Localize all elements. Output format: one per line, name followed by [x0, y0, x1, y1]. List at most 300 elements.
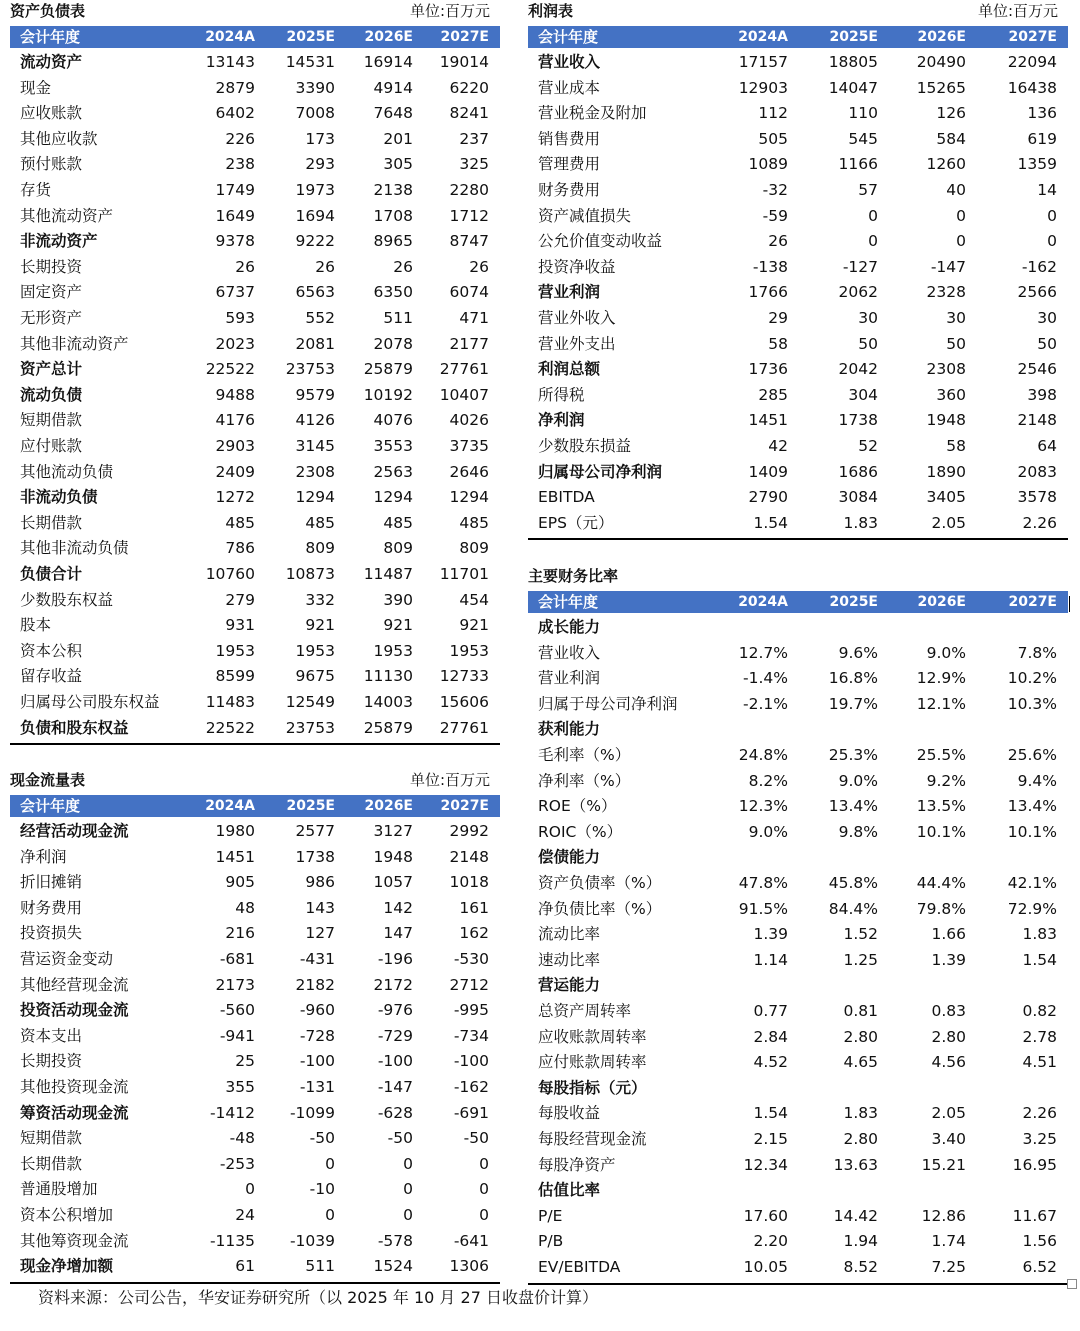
row-value: 1.54	[1022, 950, 1057, 969]
row-value: 2879	[215, 78, 255, 97]
row-value: 1766	[748, 283, 788, 302]
row-value: 0	[868, 206, 878, 225]
row-value: 23753	[285, 360, 335, 379]
table-row	[528, 871, 1068, 897]
row-label: 负债和股东权益	[20, 718, 129, 737]
row-value: 809	[305, 539, 335, 558]
header-year: 2025E	[286, 798, 335, 814]
row-value: 57	[858, 181, 878, 199]
row-value: 1359	[1017, 155, 1057, 174]
row-value: 0	[956, 206, 966, 225]
row-label: 净负债比率（%）	[538, 899, 662, 918]
text-cursor	[1069, 596, 1070, 612]
row-value: 1708	[373, 206, 413, 225]
row-value: 2.15	[753, 1130, 788, 1148]
row-value: -691	[453, 1103, 489, 1122]
table-row	[10, 870, 500, 896]
row-value: 0.83	[931, 1002, 966, 1020]
row-value: 1.39	[931, 950, 966, 969]
row-value: 72.9%	[1007, 899, 1057, 918]
row-value: 454	[459, 590, 489, 609]
row-value: 485	[305, 513, 335, 532]
table-row	[528, 178, 1068, 204]
balance-bottom-rule	[10, 743, 500, 745]
row-value: 2148	[449, 847, 489, 866]
row-value: 4126	[295, 411, 335, 430]
row-value: 16.8%	[828, 669, 878, 688]
table-row	[10, 152, 500, 178]
row-value: 3127	[373, 822, 413, 840]
row-label: 少数股东损益	[538, 437, 632, 455]
row-value: -729	[377, 1026, 413, 1045]
income-title: 利润表	[528, 2, 574, 20]
row-value: 552	[305, 309, 335, 327]
row-value: 2280	[449, 181, 489, 199]
row-value: 1712	[449, 206, 489, 225]
table-row	[528, 1178, 1068, 1204]
row-label: 少数股东权益	[20, 590, 114, 609]
row-value: 1649	[215, 206, 255, 225]
row-value: 6074	[449, 283, 489, 302]
row-value: -941	[219, 1026, 255, 1045]
row-value: 9.8%	[838, 822, 878, 841]
table-row	[528, 204, 1068, 230]
row-value: 619	[1027, 129, 1057, 148]
row-value: 26	[469, 257, 489, 276]
table-row	[528, 1229, 1068, 1255]
row-value: 13.63	[833, 1155, 878, 1174]
table-row	[10, 1126, 500, 1152]
header-year: 2024A	[205, 29, 255, 45]
table-row	[528, 50, 1068, 76]
row-value: 50	[946, 334, 966, 353]
row-value: 1260	[926, 155, 966, 174]
row-value: 8599	[215, 667, 255, 686]
row-label: 非流动资产	[20, 232, 98, 251]
table-row	[528, 1153, 1068, 1179]
row-value: 1694	[295, 206, 335, 225]
table-row	[528, 306, 1068, 332]
row-value: 3390	[295, 78, 335, 97]
table-row	[10, 50, 500, 76]
row-value: -628	[377, 1103, 413, 1122]
ratios-bottom-rule	[528, 1283, 1068, 1285]
row-label: 营业收入	[538, 643, 601, 662]
row-value: 1736	[748, 360, 788, 379]
table-row	[10, 76, 500, 102]
row-label: 营运资金变动	[20, 950, 114, 968]
row-value: 0.82	[1022, 1002, 1057, 1020]
row-value: 1.83	[843, 513, 878, 532]
row-value: -530	[453, 950, 489, 968]
row-value: 12.9%	[916, 669, 966, 688]
row-value: 1.14	[753, 950, 788, 969]
row-label: 存货	[20, 181, 52, 199]
row-label: 净利润	[20, 847, 67, 866]
row-value: 0	[479, 1154, 489, 1173]
row-value: 11.67	[1012, 1206, 1057, 1225]
row-value: -127	[842, 257, 878, 276]
cash-flow-table	[10, 769, 500, 1281]
row-value: 10.1%	[916, 822, 966, 841]
row-value: 1409	[748, 462, 788, 481]
row-label: 其他流动资产	[20, 206, 114, 225]
table-row	[10, 1152, 500, 1178]
row-label: P/B	[538, 1232, 564, 1251]
row-value: -995	[453, 1001, 489, 1020]
balance-sheet-table	[10, 0, 500, 742]
row-value: -147	[930, 257, 966, 276]
row-value: 3.40	[931, 1130, 966, 1148]
row-value: 226	[225, 129, 255, 148]
table-row	[10, 229, 500, 255]
row-label: 流动比率	[538, 925, 601, 944]
row-label: 公允价值变动收益	[538, 232, 663, 251]
row-value: 1524	[373, 1257, 413, 1276]
row-label: 营业外收入	[538, 309, 616, 327]
table-row	[10, 947, 500, 973]
row-label: 偿债能力	[538, 848, 601, 867]
row-label: EBITDA	[538, 488, 595, 507]
row-value: 25	[235, 1052, 255, 1071]
row-value: -1135	[209, 1231, 255, 1250]
row-value: 16438	[1007, 78, 1057, 97]
row-value: 0	[325, 1206, 335, 1224]
row-label: 应收账款	[20, 104, 83, 123]
header-year: 2024A	[738, 594, 788, 610]
row-label: 流动资产	[20, 53, 83, 71]
row-value: 2577	[295, 822, 335, 840]
row-label: 每股经营现金流	[538, 1130, 647, 1148]
row-label: 估值比率	[538, 1181, 601, 1200]
row-value: 2.26	[1022, 1104, 1057, 1123]
row-value: 1.83	[843, 1104, 878, 1123]
row-value: -734	[453, 1026, 489, 1045]
row-value: 4076	[373, 411, 413, 430]
row-label: 归属母公司股东权益	[20, 693, 160, 711]
row-value: 10.05	[743, 1258, 788, 1276]
table-row	[10, 485, 500, 511]
table-row	[528, 357, 1068, 383]
row-value: 9.4%	[1017, 771, 1057, 790]
row-value: 27761	[439, 360, 489, 379]
row-label: 营业利润	[538, 669, 601, 688]
row-value: 2.05	[931, 513, 966, 532]
row-value: 64	[1037, 437, 1057, 455]
row-label: 折旧摊销	[20, 873, 83, 892]
ratios-header-row	[528, 591, 1068, 613]
table-row	[528, 280, 1068, 306]
table-row	[528, 973, 1068, 999]
table-row	[528, 332, 1068, 358]
row-label: 普通股增加	[20, 1180, 98, 1199]
row-label: 应付账款	[20, 437, 83, 455]
row-value: 17157	[738, 53, 788, 71]
header-year: 2025E	[286, 29, 335, 45]
row-value: -100	[299, 1052, 335, 1071]
table-row	[528, 255, 1068, 281]
row-value: 1738	[838, 411, 878, 430]
row-value: 2308	[295, 462, 335, 481]
row-value: 2023	[215, 334, 255, 353]
row-label: P/E	[538, 1206, 563, 1225]
row-label: 归属于母公司净利润	[538, 694, 678, 713]
row-value: 2.26	[1022, 513, 1057, 532]
row-value: 304	[848, 385, 878, 404]
table-row	[528, 101, 1068, 127]
row-label: 无形资产	[20, 309, 83, 327]
row-value: 2.80	[843, 1130, 878, 1148]
row-value: 485	[383, 513, 413, 532]
row-value: 4.65	[843, 1053, 878, 1072]
row-label: 资本公积增加	[20, 1206, 114, 1224]
row-value: -162	[453, 1078, 489, 1096]
row-value: 14003	[363, 693, 413, 711]
row-value: 14047	[828, 78, 878, 97]
row-label: 财务费用	[20, 898, 83, 917]
row-value: 293	[305, 155, 335, 174]
row-value: 25879	[363, 360, 413, 379]
table-row	[10, 1229, 500, 1255]
row-value: 12.3%	[738, 797, 788, 816]
row-value: 1953	[373, 641, 413, 660]
row-label: 净利率（%）	[538, 771, 631, 790]
table-row	[528, 692, 1068, 718]
cashflow-header-row	[10, 795, 500, 817]
header-label: 会计年度	[538, 28, 599, 46]
row-value: 61	[235, 1257, 255, 1276]
table-row	[10, 357, 500, 383]
row-label: 投资活动现金流	[20, 1001, 129, 1020]
row-value: 9.0%	[748, 822, 788, 841]
row-value: 0	[479, 1180, 489, 1199]
row-value: -578	[377, 1231, 413, 1250]
row-value: 14.42	[833, 1206, 878, 1225]
table-row	[10, 383, 500, 409]
row-label: 应付账款周转率	[538, 1053, 647, 1072]
row-value: 1686	[838, 462, 878, 481]
row-value: 905	[225, 873, 255, 892]
row-value: -138	[752, 257, 788, 276]
header-label: 会计年度	[20, 28, 81, 46]
row-label: 营运能力	[538, 976, 601, 995]
row-value: 3553	[373, 437, 413, 455]
row-value: 12.86	[921, 1206, 966, 1225]
row-value: 1294	[373, 488, 413, 507]
row-label: ROIC（%）	[538, 822, 623, 841]
table-row	[10, 101, 500, 127]
table-row	[528, 897, 1068, 923]
row-value: 2790	[748, 488, 788, 507]
table-row	[528, 76, 1068, 102]
income-statement-table	[528, 0, 1068, 540]
header-year: 2026E	[917, 594, 966, 610]
row-value: 216	[225, 924, 255, 943]
row-value: 201	[383, 129, 413, 148]
row-value: -100	[453, 1052, 489, 1071]
row-value: 1.54	[753, 1104, 788, 1123]
row-value: 921	[383, 616, 413, 635]
ratios-title: 主要财务比率	[528, 567, 619, 585]
row-value: 0	[868, 232, 878, 251]
table-row	[528, 794, 1068, 820]
table-row	[528, 999, 1068, 1025]
table-row	[10, 639, 500, 665]
row-value: 162	[459, 924, 489, 943]
row-label: 现金	[20, 78, 52, 97]
table-row	[528, 717, 1068, 743]
row-label: 每股指标（元）	[538, 1078, 647, 1097]
row-label: 净利润	[538, 411, 585, 430]
row-value: 15.21	[921, 1155, 966, 1174]
table-row	[10, 460, 500, 486]
table-row	[528, 408, 1068, 434]
row-value: 8965	[373, 232, 413, 251]
row-value: 2.84	[753, 1027, 788, 1046]
row-value: 16914	[363, 53, 413, 71]
row-value: 47.8%	[738, 874, 788, 892]
header-year: 2024A	[205, 798, 255, 814]
table-row	[10, 716, 500, 742]
resize-handle[interactable]	[1067, 1279, 1077, 1289]
row-value: 921	[305, 616, 335, 635]
row-value: 112	[758, 104, 788, 123]
row-value: 30	[946, 309, 966, 327]
row-value: 14531	[285, 53, 335, 71]
row-value: 45.8%	[828, 874, 878, 892]
row-value: 0	[1047, 232, 1057, 251]
row-value: 1089	[748, 155, 788, 174]
row-value: 0	[403, 1206, 413, 1224]
row-value: -10	[309, 1180, 335, 1199]
row-value: 485	[225, 513, 255, 532]
row-value: 1890	[926, 462, 966, 481]
table-row	[10, 306, 500, 332]
row-value: 485	[459, 513, 489, 532]
row-value: 2042	[838, 360, 878, 379]
table-row	[10, 562, 500, 588]
row-value: 593	[225, 309, 255, 327]
table-row	[528, 845, 1068, 871]
row-label: 其他投资现金流	[20, 1078, 129, 1096]
row-value: 1738	[295, 847, 335, 866]
row-value: 3405	[926, 488, 966, 507]
row-value: 161	[459, 898, 489, 917]
row-label: 利润总额	[538, 360, 601, 379]
table-row	[10, 1101, 500, 1127]
row-value: 25.5%	[916, 746, 966, 764]
row-value: 1451	[215, 847, 255, 866]
row-value: -2.1%	[743, 694, 788, 713]
row-value: 22522	[205, 718, 255, 737]
row-value: -1099	[289, 1103, 335, 1122]
row-value: 1294	[295, 488, 335, 507]
row-value: 6563	[295, 283, 335, 302]
row-label: ROE（%）	[538, 797, 617, 816]
table-row	[528, 1025, 1068, 1051]
row-value: 7008	[295, 104, 335, 123]
row-value: 2078	[373, 334, 413, 353]
row-label: 每股净资产	[538, 1155, 616, 1174]
row-label: 长期借款	[20, 513, 83, 532]
row-value: 142	[383, 898, 413, 917]
row-label: 其他非流动资产	[20, 334, 129, 353]
row-value: 3.25	[1022, 1130, 1057, 1148]
row-label: 负债合计	[20, 565, 83, 583]
balance-header-row	[10, 26, 500, 48]
row-value: 1953	[295, 641, 335, 660]
row-value: 24	[235, 1206, 255, 1224]
row-value: 79.8%	[916, 899, 966, 918]
row-value: 2646	[449, 462, 489, 481]
row-value: 9.2%	[926, 771, 966, 790]
row-value: 2409	[215, 462, 255, 481]
table-row	[528, 641, 1068, 667]
row-value: 2566	[1017, 283, 1057, 302]
row-value: 13143	[205, 53, 255, 71]
row-value: 6350	[373, 283, 413, 302]
row-label: 股本	[20, 616, 52, 635]
row-value: 10873	[285, 565, 335, 583]
table-row	[528, 1101, 1068, 1127]
row-value: -681	[219, 950, 255, 968]
row-value: 3145	[295, 437, 335, 455]
row-label: 投资净收益	[538, 257, 616, 276]
row-value: 12549	[285, 693, 335, 711]
row-value: -560	[219, 1001, 255, 1020]
row-value: 2.05	[931, 1104, 966, 1123]
table-row	[528, 460, 1068, 486]
row-value: 4.56	[931, 1053, 966, 1072]
row-value: -1039	[289, 1231, 335, 1250]
row-value: 237	[459, 129, 489, 148]
row-value: 9.0%	[838, 771, 878, 790]
table-row	[10, 255, 500, 281]
row-value: 1.83	[1022, 925, 1057, 944]
row-label: 资产负债率（%）	[538, 874, 662, 892]
row-value: 584	[936, 129, 966, 148]
row-value: -50	[387, 1129, 413, 1148]
row-value: -48	[229, 1129, 255, 1148]
row-value: 7648	[373, 104, 413, 123]
row-label: 成长能力	[538, 618, 601, 636]
header-label: 会计年度	[20, 797, 81, 815]
row-value: 809	[459, 539, 489, 558]
row-value: 0	[325, 1154, 335, 1173]
row-value: 91.5%	[738, 899, 788, 918]
row-value: 58	[768, 334, 788, 353]
row-value: 9222	[295, 232, 335, 251]
row-label: 应收账款周转率	[538, 1027, 647, 1046]
table-row	[528, 434, 1068, 460]
row-value: 511	[305, 1257, 335, 1276]
table-row	[10, 819, 500, 845]
row-value: 4.51	[1022, 1053, 1057, 1072]
row-value: 986	[305, 873, 335, 892]
row-value: 9675	[295, 667, 335, 686]
row-label: 营业税金及附加	[538, 104, 647, 123]
table-row	[10, 896, 500, 922]
row-value: 20490	[916, 53, 966, 71]
table-row	[528, 1204, 1068, 1230]
table-row	[528, 229, 1068, 255]
row-value: 110	[848, 104, 878, 123]
row-value: 305	[383, 155, 413, 174]
row-value: 2328	[926, 283, 966, 302]
row-label: 归属母公司净利润	[538, 462, 663, 481]
table-row	[10, 332, 500, 358]
row-label: 销售费用	[538, 129, 601, 148]
